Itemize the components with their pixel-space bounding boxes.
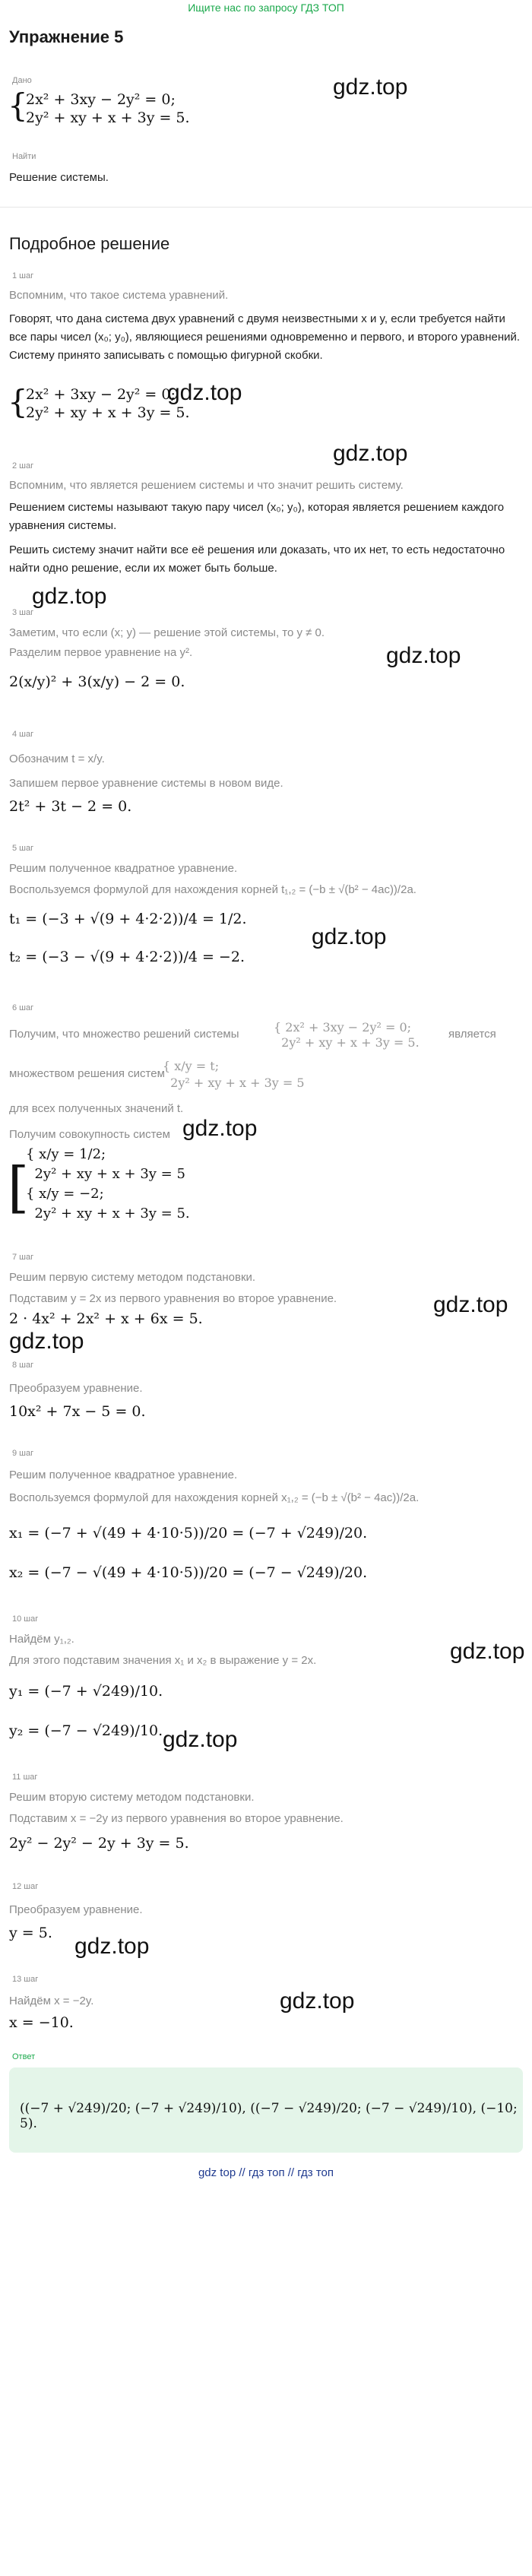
step-9-gray1: Решим полученное квадратное уравнение. xyxy=(9,1469,238,1481)
step-3-label: 3 шаг xyxy=(12,608,34,617)
step-10-y1: y₁ = (−7 + √249)/10. xyxy=(9,1683,163,1700)
step-5-gray1: Решим полученное квадратное уравнение. xyxy=(9,862,238,875)
step-6-bracket: [ xyxy=(8,1155,30,1219)
step-1-gray: Вспомним, что такое система уравнений. xyxy=(9,289,229,302)
divider xyxy=(0,207,532,208)
step-7-label: 7 шаг xyxy=(12,1253,34,1262)
step-12-gray: Преобразуем уравнение. xyxy=(9,1903,143,1916)
step-8-label: 8 шаг xyxy=(12,1361,34,1370)
step-7-gray1: Решим первую систему методом подстановки. xyxy=(9,1271,256,1284)
step-12-math: y = 5. xyxy=(9,1925,52,1941)
step-3-math: 2(x/y)² + 3(x/y) − 2 = 0. xyxy=(9,673,185,690)
step-1-brace: { xyxy=(8,383,28,420)
given-brace: { xyxy=(8,87,28,124)
step-9-label: 9 шаг xyxy=(12,1449,34,1458)
step-13-label: 13 шаг xyxy=(12,1975,39,1984)
step-13-gray: Найдём x = −2y. xyxy=(9,1995,94,2007)
step-10-label: 10 шаг xyxy=(12,1614,39,1624)
step-6-gray4: Получим совокупность систем xyxy=(9,1128,170,1141)
step-12-label: 12 шаг xyxy=(12,1882,39,1891)
step-4-gray1: Обозначим t = x/y. xyxy=(9,753,105,765)
step-9-gray2: Воспользуемся формулой для нахождения корней x₁,₂ = (−b ± √(b² − 4ac))/2a. xyxy=(9,1491,420,1504)
step-2-label: 2 шаг xyxy=(12,461,34,471)
step-4-math: 2t² + 3t − 2 = 0. xyxy=(9,798,132,815)
step-11-gray1: Решим вторую систему методом подстановки. xyxy=(9,1791,255,1804)
watermark: gdz.top xyxy=(182,1116,258,1141)
step-6-gray2: множеством решения систем xyxy=(9,1067,165,1080)
step-2-p2: Решить систему значит найти все её решения или доказать, что их нет, то есть недостаточно найти одно решение, если их может быть больше. xyxy=(9,543,505,575)
step-1-eq2: 2y² + xy + x + 3y = 5. xyxy=(26,404,190,421)
step-1-eq1: 2x² + 3xy − 2y² = 0; xyxy=(26,386,176,403)
step-5-label: 5 шаг xyxy=(12,844,34,853)
step-6-sys-eq2: 2y² + xy + x + 3y = 5. xyxy=(281,1035,420,1050)
step-6-system-a: { 2x² + 3xy − 2y² = 0; 2y² + xy + x + 3y = 5. xyxy=(274,1020,420,1050)
step-7-math: 2 · 4x² + 2x² + x + 6x = 5. xyxy=(9,1310,203,1327)
answer-box xyxy=(9,2067,523,2153)
watermark: gdz.top xyxy=(167,380,242,405)
answer-text: ((−7 + √249)/20; (−7 + √249)/10), ((−7 − √249)/20; (−7 − √249)/10), (−10; 5). xyxy=(20,2101,518,2131)
step-6-collection: { x/y = 1/2; 2y² + xy + x + 3y = 5 { x/y = −2; 2y² + xy + x + 3y = 5. xyxy=(26,1146,190,1221)
step-8-math: 10x² + 7x − 5 = 0. xyxy=(9,1403,146,1420)
watermark: gdz.top xyxy=(433,1292,508,1317)
section-title: Подробное решение xyxy=(9,234,170,253)
given-eq1: 2x² + 3xy − 2y² = 0; xyxy=(26,91,176,108)
find-label: Найти xyxy=(12,152,36,161)
step-10-gray1: Найдём y₁,₂. xyxy=(9,1633,74,1646)
find-text: Решение системы. xyxy=(9,171,109,184)
step-1-label: 1 шаг xyxy=(12,271,34,280)
step-6-system-b: { x/y = t; 2y² + xy + x + 3y = 5 xyxy=(163,1059,305,1090)
step-10-gray2: Для этого подставим значения x₁ и x₂ в выражение y = 2x. xyxy=(9,1654,317,1667)
step-13-math: x = −10. xyxy=(9,2014,74,2031)
step-1-text: Говорят, что дана система двух уравнений с двумя неизвестными x и y, если требуется найти все пары чисел (x₀; y₀), являющиеся решениями одновременно и первого, и второго уравнений. Систему принято записывать с помощью фигурной скобки. xyxy=(9,312,521,362)
watermark: gdz.top xyxy=(450,1639,525,1664)
given-label: Дано xyxy=(12,76,32,85)
step-4-gray2: Запишем первое уравнение системы в новом виде. xyxy=(9,777,283,790)
answer-label: Ответ xyxy=(12,2052,36,2061)
watermark: gdz.top xyxy=(163,1727,238,1752)
watermark: gdz.top xyxy=(32,584,107,609)
step-4-label: 4 шаг xyxy=(12,730,34,739)
step-6-label: 6 шаг xyxy=(12,1003,34,1012)
step-6-gray1b: является xyxy=(448,1028,496,1041)
step-9-x1: x₁ = (−7 + √(49 + 4·10·5))/20 = (−7 + √249)/20. xyxy=(9,1525,368,1541)
watermark: gdz.top xyxy=(280,1988,355,2014)
page-title: Упражнение 5 xyxy=(9,27,124,46)
step-6-gray3: для всех полученных значений t. xyxy=(9,1102,184,1115)
watermark: gdz.top xyxy=(312,924,387,949)
step-11-label: 11 шаг xyxy=(12,1773,38,1782)
watermark: gdz.top xyxy=(333,74,408,100)
watermark: gdz.top xyxy=(74,1934,150,1959)
given-eq2: 2y² + xy + x + 3y = 5. xyxy=(26,109,190,126)
step-6-gray1: Получим, что множество решений системы xyxy=(9,1028,239,1041)
step-7-gray2: Подставим y = 2x из первого уравнения во второе уравнение. xyxy=(9,1292,337,1305)
step-3-gray1: Заметим, что если (x; y) — решение этой системы, то y ≠ 0. xyxy=(9,626,325,639)
footer-links[interactable]: gdz top // гдз топ // гдз топ xyxy=(198,2166,334,2179)
step-3-gray2: Разделим первое уравнение на y². xyxy=(9,646,193,659)
step-5-t1: t₁ = (−3 + √(9 + 4·2·2))/4 = 1/2. xyxy=(9,911,247,927)
step-11-math: 2y² − 2y² − 2y + 3y = 5. xyxy=(9,1835,189,1852)
step-9-x2: x₂ = (−7 − √(49 + 4·10·5))/20 = (−7 − √249)/20. xyxy=(9,1564,368,1581)
watermark: gdz.top xyxy=(9,1329,84,1354)
watermark: gdz.top xyxy=(333,441,408,466)
step-5-gray2: Воспользуемся формулой для нахождения корней t₁,₂ = (−b ± √(b² − 4ac))/2a. xyxy=(9,883,416,896)
step-11-gray2: Подставим x = −2y из первого уравнения во второе уравнение. xyxy=(9,1812,344,1825)
step-2-gray: Вспомним, что является решением системы и что значит решить систему. xyxy=(9,479,404,492)
step-5-t2: t₂ = (−3 − √(9 + 4·2·2))/4 = −2. xyxy=(9,949,245,965)
step-8-gray: Преобразуем уравнение. xyxy=(9,1382,143,1395)
step-6-sys-eq1: 2x² + 3xy − 2y² = 0; xyxy=(285,1020,412,1035)
step-10-y2: y₂ = (−7 − √249)/10. xyxy=(9,1722,163,1739)
top-banner-link[interactable]: Ищите нас по запросу ГДЗ ТОП xyxy=(188,2,344,14)
watermark: gdz.top xyxy=(386,643,461,668)
step-2-p1: Решением системы называют такую пару чисел (x₀; y₀), которая является решением каждого уравнения системы. xyxy=(9,501,505,532)
